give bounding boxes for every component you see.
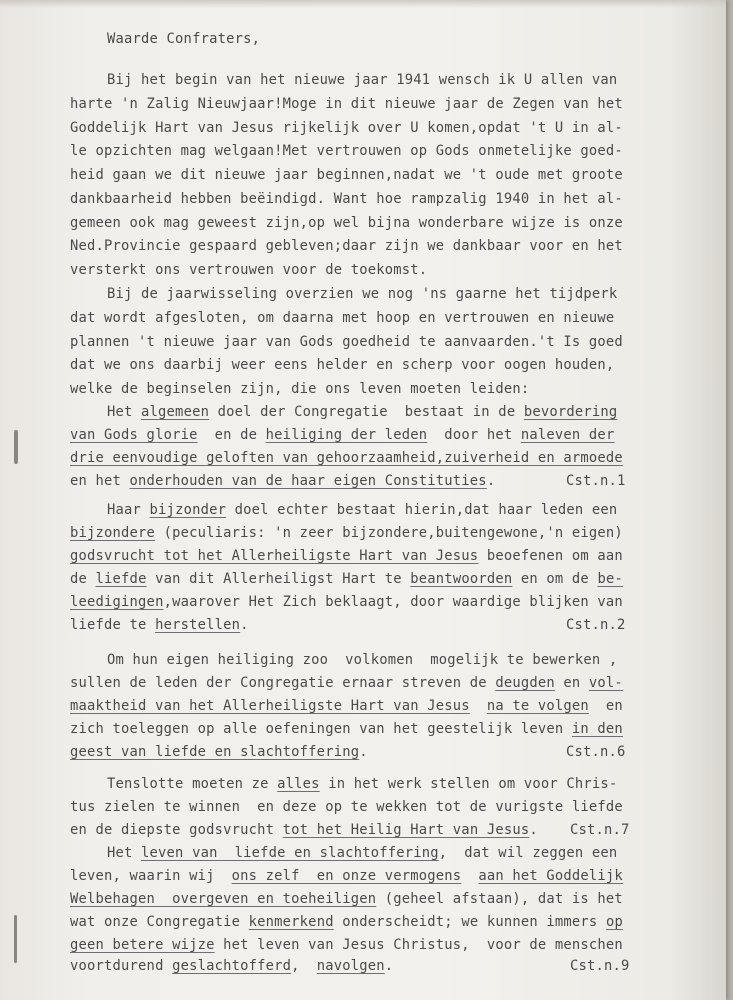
text-line: harte 'n Zalig Nieuwjaar!Moge in dit nieuwe jaar de Zegen van het xyxy=(70,96,623,112)
binder-mark xyxy=(14,915,17,963)
text-line: maaktheid van het Allerheiligste Hart van Jesus na te volgen en xyxy=(70,698,623,714)
constitution-reference: Cst.n.6 xyxy=(566,744,626,760)
text-line: Ned.Provincie gespaard gebleven;daar zijn we dankbaar voor en het xyxy=(70,238,623,254)
text-line: zich toeleggen op alle oefeningen van het geestelijk leven in den xyxy=(70,721,623,737)
text-line: liefde te herstellen. xyxy=(70,617,249,633)
text-line: de liefde van dit Allerheiligst Hart te beantwoorden en om de be- xyxy=(70,571,623,587)
underlined-phrase: in den xyxy=(571,721,623,737)
text-line xyxy=(70,450,623,466)
underlined-phrase: navolgen xyxy=(316,958,385,974)
text-line: versterkt ons vertrouwen voor de toekomst. xyxy=(70,262,428,278)
text-line: geest van liefde en slachtoffering. xyxy=(70,744,368,760)
underlined-phrase: algemeen xyxy=(141,404,210,420)
underlined-phrase: leedigingen xyxy=(70,594,164,610)
constitution-reference: Cst.n.9 xyxy=(570,958,630,974)
underlined-phrase: op xyxy=(605,914,623,930)
constitution-reference: Cst.n.2 xyxy=(566,617,626,633)
underlined-phrase: bijzondere xyxy=(70,525,156,541)
underlined-phrase: van Gods glorie xyxy=(70,427,198,443)
text-line: dankbaarheid hebben beëindigd. Want hoe rampzalig 1940 in het al- xyxy=(70,191,623,207)
text-line: Goddelijk Hart van Jesus rijkelijk over U komen,opdat 't U in al- xyxy=(70,120,623,136)
text-line: Tenslotte moeten ze alles in het werk stellen om voor Chris- xyxy=(107,776,618,792)
underlined-phrase: be- xyxy=(597,571,623,587)
underlined-phrase: deugden xyxy=(495,675,555,691)
text-line: le opzichten mag welgaan!Met vertrouwen op Gods onmetelijke goed- xyxy=(70,143,623,159)
text-line: godsvrucht tot het Allerheiligste Hart van Jesus beoefenen om aan xyxy=(70,548,623,564)
underlined-phrase: ons zelf en onze vermogens xyxy=(231,868,462,884)
underlined-phrase: Welbehagen overgeven en toeheiligen xyxy=(70,891,377,907)
underlined-phrase: maaktheid van het Allerheiligste Hart van Jesus xyxy=(70,698,470,714)
text-line: Haar bijzonder doel echter bestaat hierin,dat haar leden een xyxy=(107,502,618,518)
underlined-phrase: vol- xyxy=(588,675,623,691)
text-line: gemeen ook mag geweest zijn,op wel bijna wonderbare wijze is onze xyxy=(70,215,623,231)
text-line: welke de beginselen zijn, die ons leven moeten leiden: xyxy=(70,381,530,397)
underlined-phrase: heiliging der leden xyxy=(265,427,428,443)
salutation: Waarde Confraters, xyxy=(107,31,261,47)
text-line: van Gods glorie en de heiliging der leden door het naleven der xyxy=(70,427,615,443)
underlined-phrase: leven van liefde en slachtoffering xyxy=(141,845,439,861)
underlined-phrase: geen betere wijze xyxy=(70,937,215,953)
underlined-phrase: godsvrucht tot het Allerheiligste Hart van Jesus xyxy=(70,548,479,564)
underlined-phrase: onderhouden van de haar eigen Constituties xyxy=(129,473,487,489)
underlined-phrase: aan het Goddelijk xyxy=(478,868,623,884)
underlined-phrase: tot het Heilig Hart van Jesus xyxy=(282,822,530,838)
text-line: heid gaan we dit nieuwe jaar beginnen,nadat we 't oude met groote xyxy=(70,167,623,183)
text-line: leedigingen,waarover Het Zich beklaagt, door waardige blijken van xyxy=(70,594,623,610)
text-line: Bij de jaarwisseling overzien we nog 'ns gaarne het tijdperk xyxy=(107,286,618,302)
text-line: Het algemeen doel der Congregatie bestaat in de bevordering xyxy=(107,404,618,420)
underlined-phrase: bijzonder xyxy=(149,502,227,518)
text-line: geen betere wijze het leven van Jesus Christus, voor de menschen xyxy=(70,937,623,953)
underlined-phrase: geslachtofferd xyxy=(172,958,292,974)
underlined-phrase: alles xyxy=(277,776,320,792)
underlined-phrase: naleven der xyxy=(520,427,615,443)
binder-mark xyxy=(14,430,18,464)
text-line: wat onze Congregatie kenmerkend onderscheidt; we kunnen immers op xyxy=(70,914,623,930)
underlined-phrase: kenmerkend xyxy=(248,914,334,930)
constitution-reference: Cst.n.7 xyxy=(570,822,630,838)
text-line: en het onderhouden van de haar eigen Constituties. xyxy=(70,473,496,489)
constitution-reference: Cst.n.1 xyxy=(566,473,626,489)
text-line: voortdurend geslachtofferd, navolgen. xyxy=(70,958,394,974)
text-line: en de diepste godsvrucht tot het Heilig Hart van Jesus. xyxy=(70,822,538,838)
text-line: tus zielen te winnen en deze op te wekken tot de vurigste liefde xyxy=(70,799,623,815)
text-line: dat we ons daarbij weer eens helder en scherp voor oogen houden, xyxy=(70,357,615,373)
text-line: bijzondere (peculiaris: 'n zeer bijzondere,buitengewone,'n eigen) xyxy=(70,525,623,541)
text-line: Bij het begin van het nieuwe jaar 1941 wensch ik U allen van xyxy=(107,72,618,88)
underlined-phrase: beantwoorden xyxy=(410,571,513,587)
underlined-phrase: liefde xyxy=(95,571,147,587)
text-line: sullen de leden der Congregatie ernaar streven de deugden en vol- xyxy=(70,675,623,691)
underlined-phrase: bevordering xyxy=(523,404,618,420)
underlined-phrase: geest van liefde en slachtoffering xyxy=(70,744,360,760)
text-line: Om hun eigen heiliging zoo volkomen mogelijk te bewerken , xyxy=(107,652,618,668)
text-line: Het leven van liefde en slachtoffering, dat wil zeggen een xyxy=(107,845,618,861)
text-line: Welbehagen overgeven en toeheiligen (geheel afstaan), dat is het xyxy=(70,891,623,907)
underlined-phrase: drie eenvoudige geloften van gehoorzaamheid,zuiverheid en armoede xyxy=(70,450,623,466)
text-line: dat wordt afgesloten, om daarna met hoop en vertrouwen en nieuwe xyxy=(70,310,615,326)
text-line: leven, waarin wij ons zelf en onze vermogens aan het Goddelijk xyxy=(70,868,623,884)
page-edge-shadow xyxy=(0,0,726,8)
underlined-phrase: na te volgen xyxy=(486,698,589,714)
underlined-phrase: herstellen xyxy=(155,617,241,633)
text-line: plannen 't nieuwe jaar van Gods goedheid te aanvaarden.'t Is goed xyxy=(70,334,623,350)
